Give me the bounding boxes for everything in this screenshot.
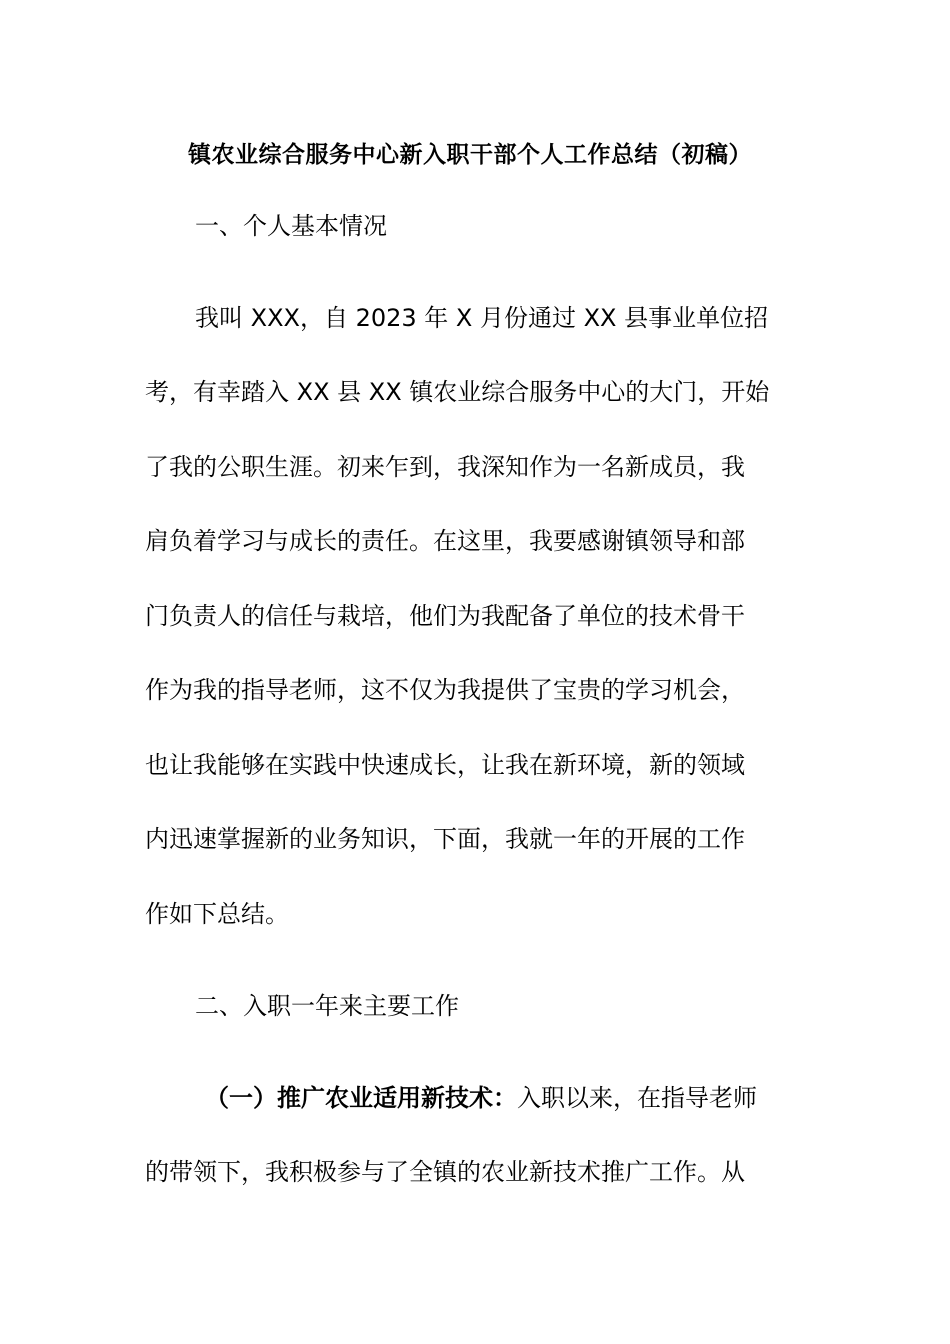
paragraph-line: 也让我能够在实践中快速成长，让我在新环境，新的领域	[145, 751, 745, 779]
paragraph-line: 的带领下，我积极参与了全镇的农业新技术推广工作。从	[145, 1158, 745, 1186]
paragraph-line: 作如下总结。	[145, 900, 289, 928]
paragraph-line: 我叫 XXX，自 2023 年 X 月份通过 XX 县事业单位招	[195, 304, 769, 332]
section-heading-main-work: 二、入职一年来主要工作	[195, 992, 459, 1020]
paragraph-line: 内迅速掌握新的业务知识，下面，我就一年的开展的工作	[145, 825, 745, 853]
paragraph-line: 作为我的指导老师，这不仅为我提供了宝贵的学习机会，	[145, 676, 745, 704]
item-line	[205, 1082, 757, 1114]
item-label: （一）推广农业适用新技术：	[205, 1084, 517, 1112]
paragraph-line: 考，有幸踏入 XX 县 XX 镇农业综合服务中心的大门，开始	[145, 378, 770, 406]
section-heading-basic-info: 一、个人基本情况	[195, 212, 387, 240]
paragraph-line: 门负责人的信任与栽培，他们为我配备了单位的技术骨干	[145, 602, 745, 630]
paragraph-line: 肩负着学习与成长的责任。在这里，我要感谢镇领导和部	[145, 527, 745, 555]
paragraph-line: 了我的公职生涯。初来乍到，我深知作为一名新成员，我	[145, 453, 745, 481]
document-title: 镇农业综合服务中心新入职干部个人工作总结（初稿）	[188, 142, 752, 168]
item-text: 入职以来，在指导老师	[517, 1084, 757, 1112]
